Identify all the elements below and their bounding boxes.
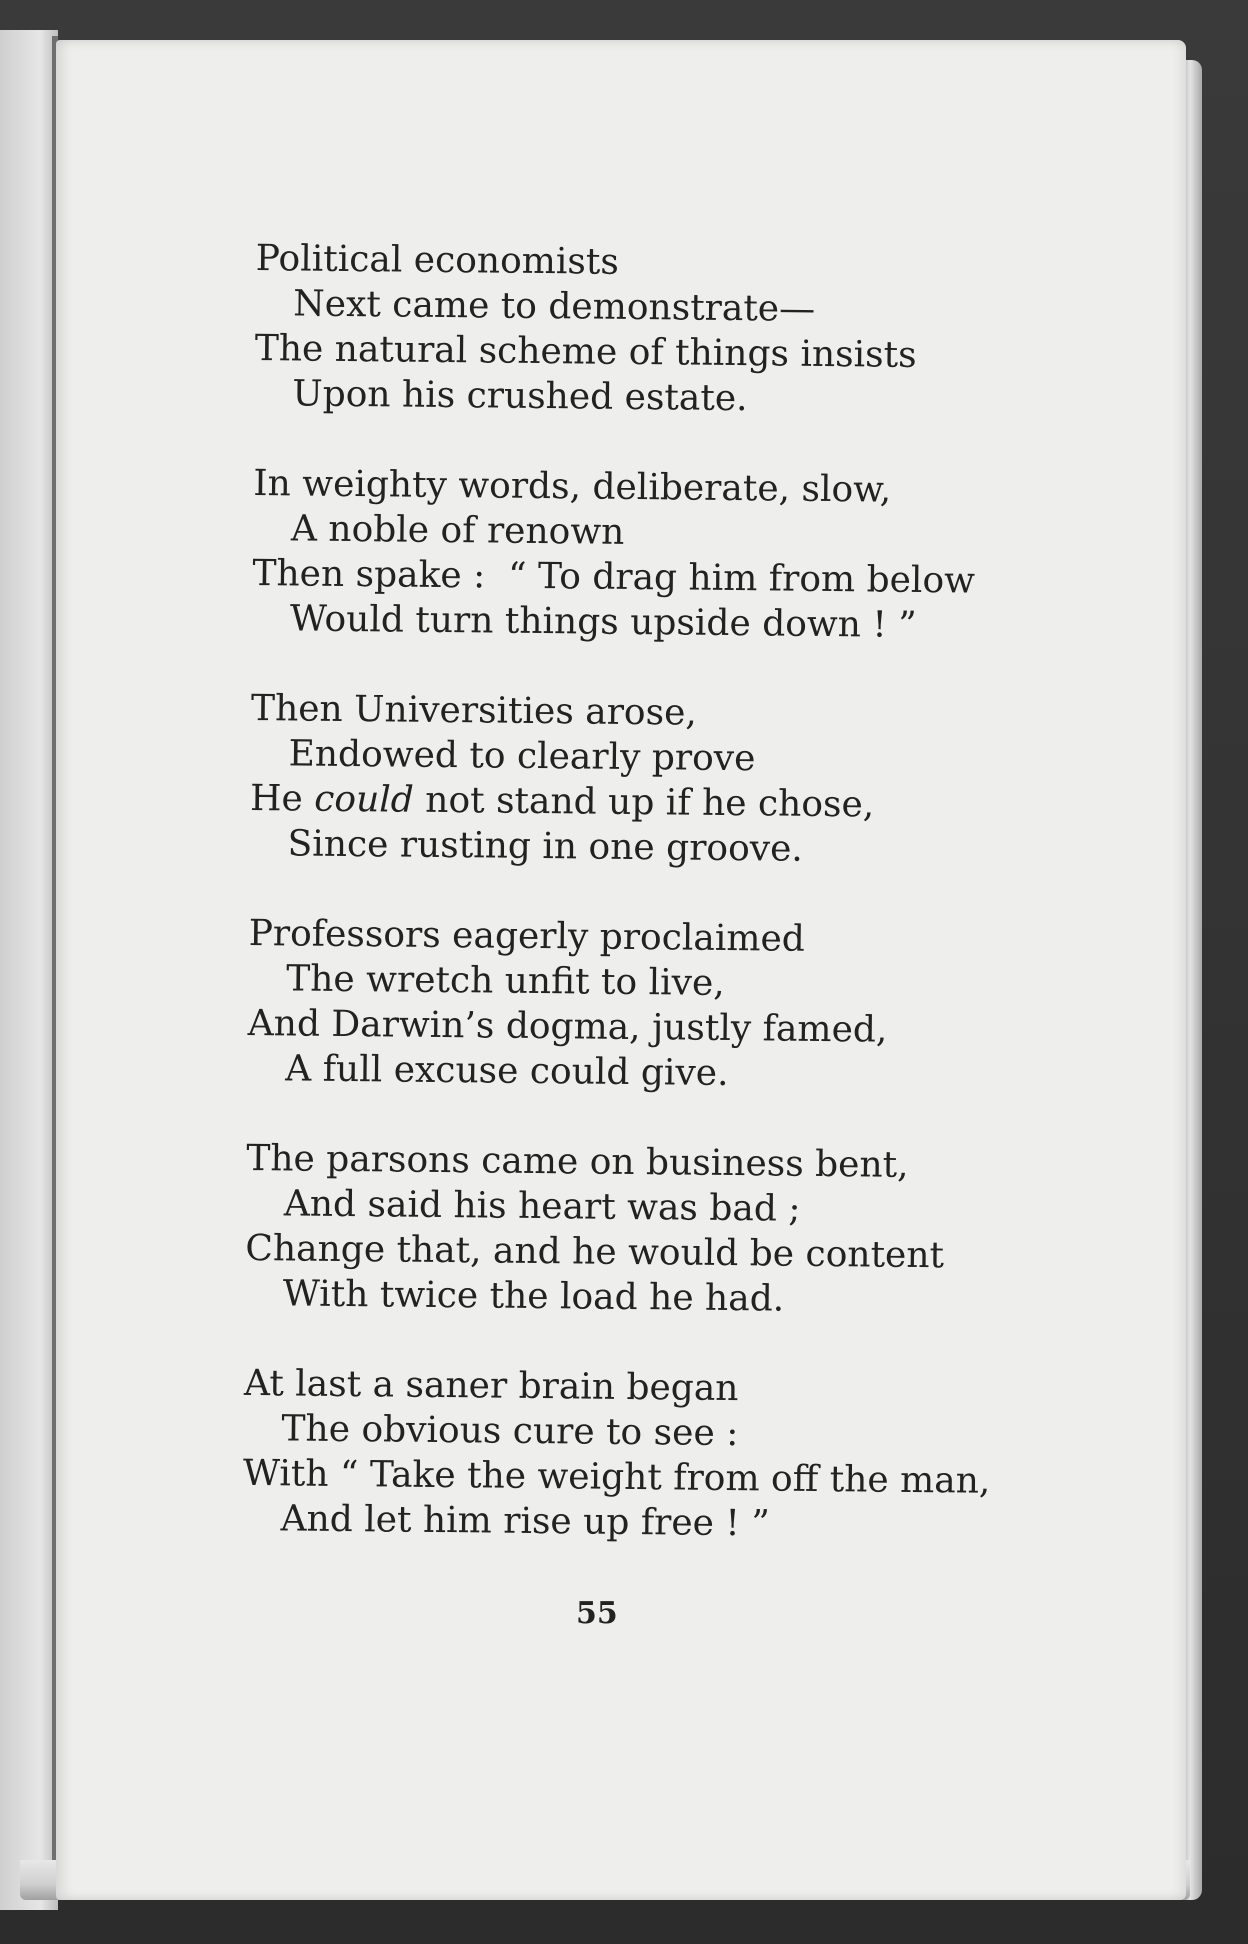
poem-line: Political economists [255,237,620,283]
line-text: not stand up if he chose, [413,779,875,826]
poem-line: The wretch unfit to live, [286,958,725,1004]
stanza-1 [254,236,1056,424]
poem-line: The obvious cure to see : [281,1408,739,1455]
poem-line: And said his heart was bad ; [283,1183,801,1230]
poem-line: At last a saner brain began [243,1362,739,1410]
poem-line: With twice the load he had. [282,1273,785,1320]
stanza-4 [247,911,1049,1099]
facing-page-edge [0,30,58,1910]
book-page [56,40,1186,1900]
poem-line: The parsons came on business bent, [246,1137,909,1186]
poem-line: A full excuse could give. [285,1048,729,1094]
poem-line: Since rusting in one groove. [287,823,804,870]
stanza-5 [245,1136,1047,1324]
poem-line: And let him rise up free ! ” [280,1498,770,1545]
poem-line: Next came to demonstrate— [293,283,816,330]
poem-line: Professors eagerly proclaimed [248,912,806,960]
poem-line: Would turn things upside down ! ” [289,598,917,646]
poem-line: A noble of renown [290,508,625,553]
poem-line: Endowed to clearly prove [288,733,756,780]
stanza-2 [252,461,1054,649]
poem-line: Change that, and he would be content [245,1227,945,1277]
page-number: 55 [576,1596,618,1631]
poem-line: With “ Take the weight from off the man, [242,1452,991,1502]
italic-word: could [314,778,415,821]
line-text: He [249,777,315,820]
poem-line: The natural scheme of things insists [254,327,917,376]
poem-text [242,236,1056,1594]
poem-line: In weighty words, deliberate, slow, [253,462,892,511]
stanza-6 [242,1361,1044,1549]
poem-line: Then spake : “ To drag him from below [252,552,976,602]
poem-line: Upon his crushed estate. [292,373,748,420]
poem-line: And Darwin’s dogma, justly famed, [247,1002,888,1051]
stanza-3 [249,686,1051,874]
poem-line: Then Universities arose, [250,687,698,734]
